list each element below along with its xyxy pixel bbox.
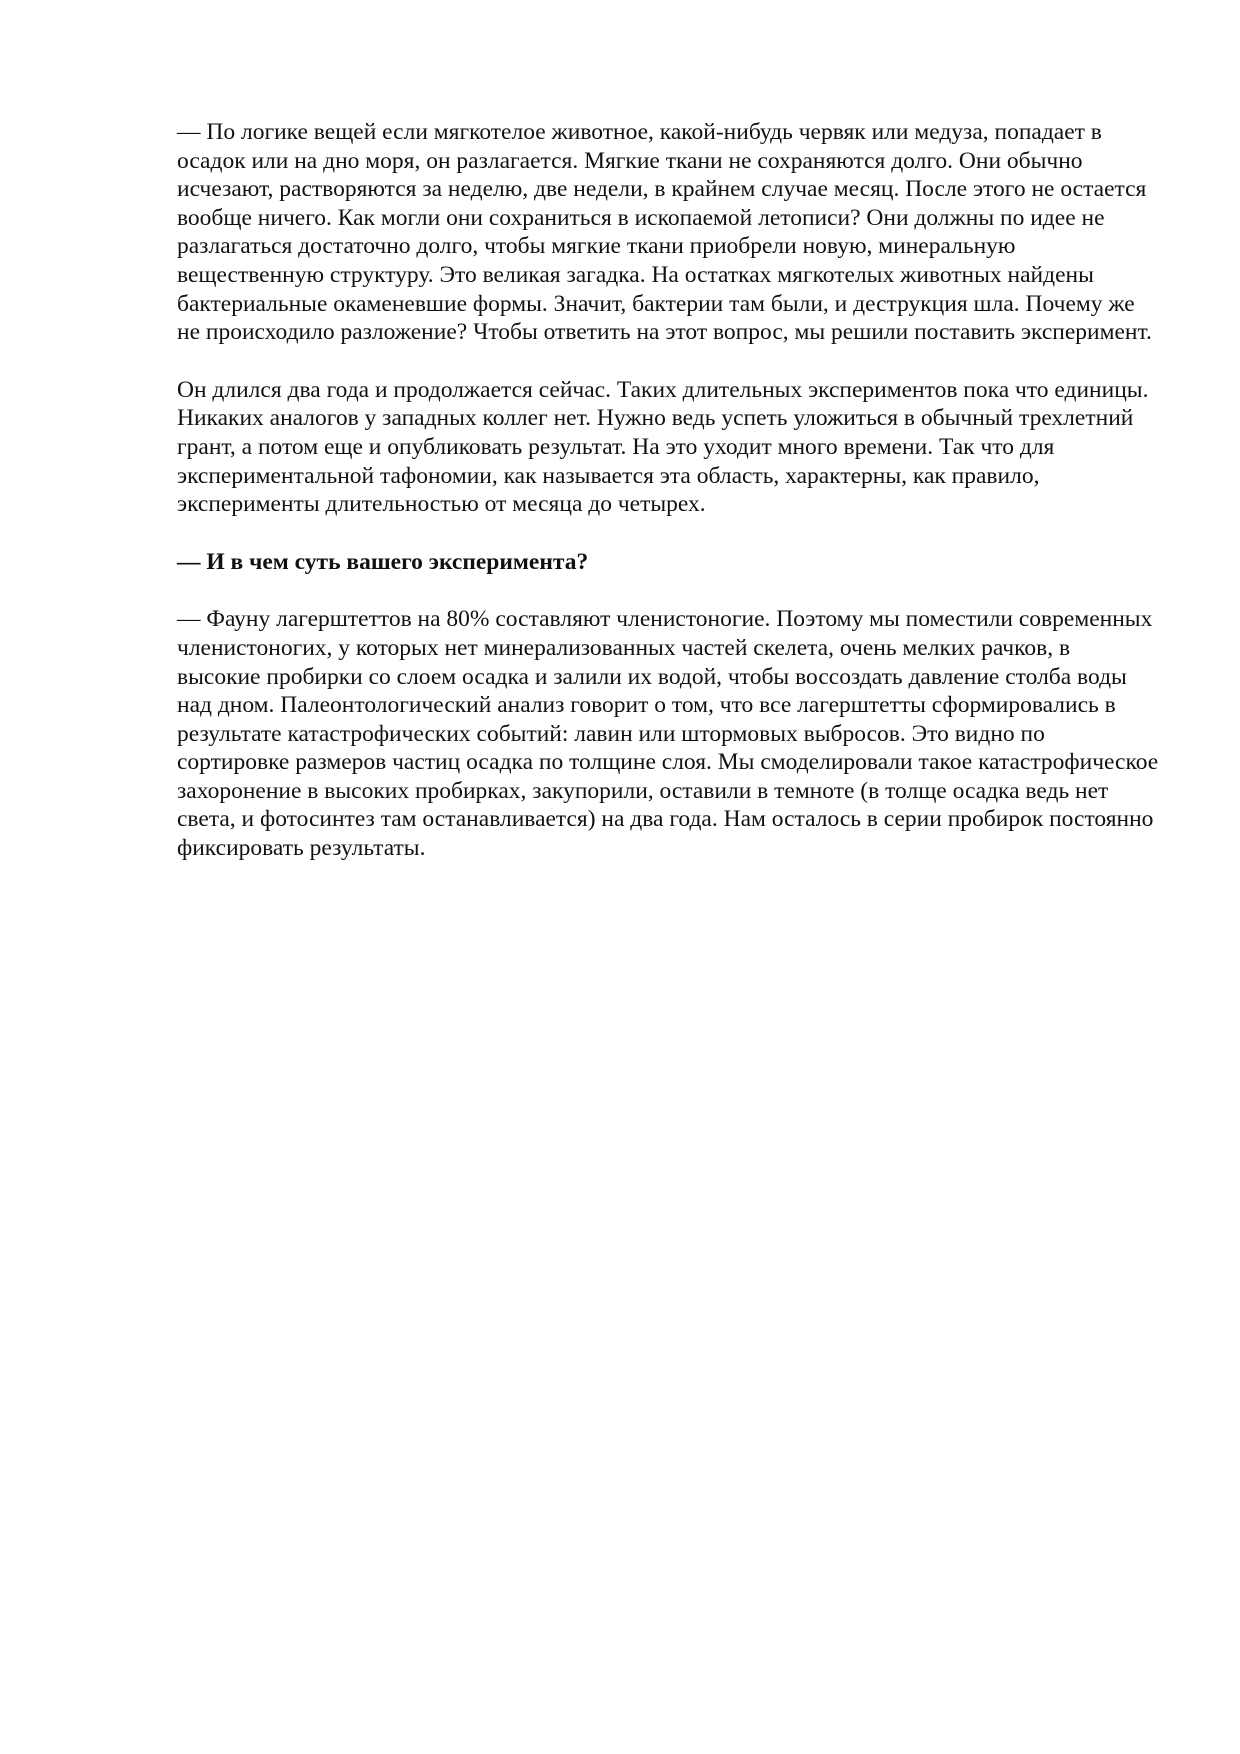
paragraph-intro: — По логике вещей если мягкотелое животное, какой-нибудь червяк или медуза, попадает в осадок или на дно моря, он разлагается. Мягкие ткани не сохраняются долго. Они обычно исчезают, растворяются за неделю, две недели, в крайнем случае месяц. После этого не остается вообще ничего. Как могли они сохраниться в ископаемой летописи? Они должны по идее не разлагаться достаточно долго, чтобы мягкие ткани приобрели новую, минеральную вещественную структуру. Это великая загадка. На остатках мягкотелых животных найдены бактериальные окаменевшие формы. Значит, бактерии там были, и деструкция шла. Почему же не происходило разложение? Чтобы ответить на этот вопрос, мы решили поставить эксперимент. [177, 119, 1152, 346]
paragraph-experiment-duration: Он длился два года и продолжается сейчас. Таких длительных экспериментов пока что единицы. Никаких аналогов у западных коллег нет. Нужно ведь успеть уложиться в обычный трехлетний грант, а потом еще и опубликовать результат. На это уходит много времени. Так что для экспериментальной тафономии, как называется эта область, характерны, как правило, эксперименты длительностью от месяца до четырех. [177, 376, 1149, 518]
paragraph-answer: — Фауну лагерштеттов на 80% составляют членистоногие. Поэтому мы поместили современных членистоногих, у которых нет минерализованных частей скелета, очень мелких рачков, в высокие пробирки со слоем осадка и залили их водой, чтобы воссоздать давление столба воды над дном. Палеонтологический анализ говорит о том, что все лагерштетты сформировались в результате катастрофических событий: лавин или штормовых выбросов. Это видно по сортировке размеров частиц осадка по толщине слоя. Мы смоделировали такое катастрофическое захоронение в высоких пробирках, закупорили, оставили в темноте (в толще осадка ведь нет света, и фотосинтез там останавливается) на два года. Нам осталось в серии пробирок постоянно фиксировать результаты. [177, 606, 1159, 862]
article-body [177, 118, 1159, 892]
interview-question: — И в чем суть вашего эксперимента? [177, 548, 589, 575]
